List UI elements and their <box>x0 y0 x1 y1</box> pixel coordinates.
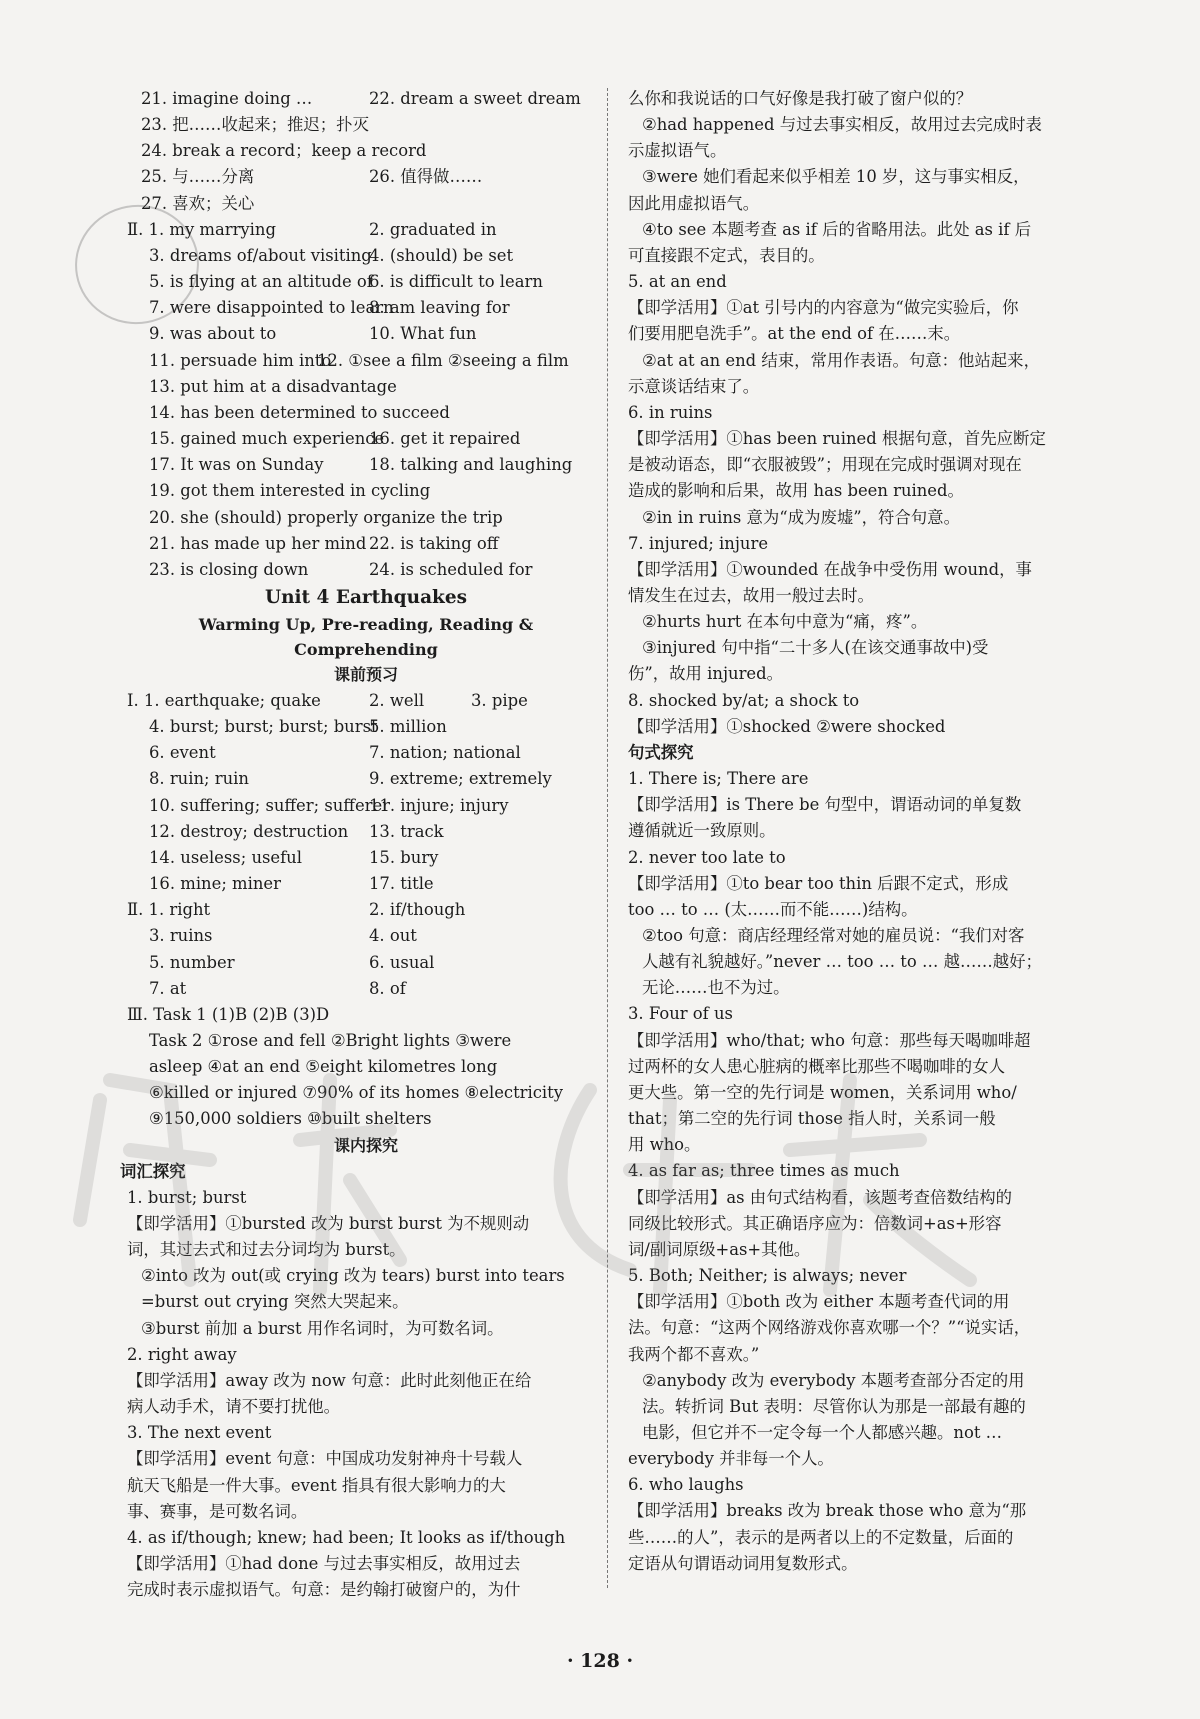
explain-line: 【即学活用】①had done 与过去事实相反，故用过去 <box>127 1553 521 1573</box>
answer-row: 16. mine; miner 17. title <box>149 874 434 894</box>
task-block <box>127 1002 605 1133</box>
explain-line: 病人动手术，请不要打扰他。 <box>127 1397 341 1417</box>
answer-row: 5. number 6. usual <box>149 952 435 972</box>
explain-line: ②too 句意：商店经理经常对她的雇员说：“我们对客 <box>642 926 1025 945</box>
explain-line: 们要用肥皂洗手”。at the end of 在……末。 <box>628 324 961 344</box>
explain-line: 【即学活用】①shocked ②were shocked <box>628 716 946 736</box>
explain-line: 5. Both; Neither; is always; never <box>628 1266 907 1286</box>
answer-row: 21. imagine doing … 22. dream a sweet dream <box>141 89 581 108</box>
answer-row: 10. suffering; suffer; sufferer 11. injure; injury <box>149 795 509 815</box>
left-column <box>120 86 605 1603</box>
unit-subtitle: Warming Up, Pre-reading, Reading & Comprehending <box>198 614 534 659</box>
answer-row: 13. put him at a disadvantage <box>149 376 397 396</box>
explain-line: ③burst 前加 a burst 用作名词时，为可数名词。 <box>141 1318 504 1338</box>
explain-line: 情发生在过去，故用一般过去时。 <box>628 585 874 605</box>
explain-line: 【即学活用】who/that; who 句意：那些每天喝咖啡超 <box>628 1030 1031 1050</box>
explain-line: 过两杯的女人患心脏病的概率比那些不喝咖啡的女人 <box>628 1056 1005 1076</box>
explain-line: ③injured 句中指“二十多人(在该交通事故中)受 <box>642 638 989 658</box>
explain-line: 【即学活用】event 句意：中国成功发射神舟十号载人 <box>127 1449 523 1469</box>
explain-line: ④to see 本题考查 as if 后的省略用法。此处 as if 后 <box>642 219 1032 239</box>
explain-line: ③were 她们看起来似乎相差 10 岁，这与事实相反， <box>642 167 1030 187</box>
unit-title: Unit 4 Earthquakes <box>264 586 468 608</box>
answer-row: 17. It was on Sunday 18. talking and laughing <box>149 455 573 475</box>
explain-line: 造成的影响和后果，故用 has been ruined。 <box>628 481 964 501</box>
answer-row: 12. destroy; destruction 13. track <box>149 821 444 841</box>
explain-line: 示意谈话结束了。 <box>628 376 760 396</box>
explain-line: 6. who laughs <box>628 1475 744 1495</box>
explain-line: 【即学活用】①to bear too thin 后跟不定式，形成 <box>628 873 1009 893</box>
answer-row: 14. useless; useful 15. bury <box>149 847 439 867</box>
explain-line: 【即学活用】as 由句式结构看，该题考查倍数结构的 <box>628 1187 1012 1207</box>
explain-line: 电影，但它并不一定令每一个人都感兴趣。not … <box>642 1422 1003 1442</box>
answer-row: 6. event 7. nation; national <box>149 743 521 763</box>
answer-row: 20. she (should) properly organize the trip <box>149 507 503 527</box>
explain-line: 7. injured; injure <box>628 533 769 553</box>
explain-line: 么你和我说话的口气好像是我打破了窗户似的？ <box>628 89 973 108</box>
task-line: ⑨150,000 soldiers ⑩built shelters <box>149 1109 432 1129</box>
answer-row: 3. dreams of/about visiting 4. (should) be set <box>149 245 514 265</box>
explore-section-title: 课内探究 <box>333 1135 398 1155</box>
answer-row: 25. 与……分离 26. 值得做…… <box>141 167 483 187</box>
task-line: ⑥killed or injured ⑦90% of its homes ⑧electricity <box>149 1083 564 1103</box>
answer-row: 3. ruins 4. out <box>149 926 417 946</box>
vocab-heading: 词汇探究 <box>120 1161 186 1181</box>
explain-line: ②in in ruins 意为“成为废墟”，符合句意。 <box>642 507 960 527</box>
explain-line: ②anybody 改为 everybody 本题考查部分否定的用 <box>642 1370 1025 1390</box>
task-line: asleep ④at an end ⑤eight kilometres long <box>149 1057 498 1077</box>
task-line: Ⅲ. Task 1 (1)B (2)B (3)D <box>127 1004 330 1024</box>
answer-row: 5. is flying at an altitude of 6. is difficult to learn <box>149 272 543 292</box>
right-column <box>628 86 1088 1577</box>
answer-row: 7. were disappointed to learn 8. am leaving for <box>149 298 510 318</box>
page-number: · 128 · <box>566 1650 634 1672</box>
explain-line: 【即学活用】①wounded 在战争中受伤用 wound，事 <box>628 559 1032 579</box>
explain-line: 3. Four of us <box>628 1004 733 1024</box>
explain-line: 【即学活用】①has been ruined 根据句意，首先应断定 <box>628 429 1046 449</box>
preview-section-title: 课前预习 <box>333 664 398 684</box>
explain-line: 【即学活用】①at 引号内的内容意为“做完实验后，你 <box>628 298 1019 318</box>
explain-line: 遵循就近一致原则。 <box>628 821 776 841</box>
explain-line: 4. as if/though; knew; had been; It looks as if/though <box>127 1527 566 1547</box>
answer-row: 8. ruin; ruin 9. extreme; extremely <box>149 769 552 789</box>
explain-line: 我两个都不喜欢。” <box>628 1344 760 1364</box>
explain-line: 3. The next event <box>127 1423 272 1443</box>
explain-line: 法。转折词 But 表明：尽管你认为那是一部最有趣的 <box>642 1396 1026 1416</box>
explain-line: 1. There is; There are <box>628 769 809 789</box>
explain-line: 人越有礼貌越好。”never … too … to … 越……越好； <box>642 952 1042 972</box>
explain-line: everybody 并非每一个人。 <box>628 1449 834 1469</box>
answer-row: 23. is closing down 24. is scheduled for <box>149 559 533 579</box>
task-line: Task 2 ①rose and fell ②Bright lights ③were <box>149 1031 512 1050</box>
explain-line: 用 who。 <box>628 1135 701 1155</box>
answer-row: Ⅱ. 1. my marrying 2. graduated in <box>127 219 497 239</box>
explain-line: 些……的人”，表示的是两者以上的不定数量，后面的 <box>628 1527 1014 1547</box>
explain-line: 因此用虚拟语气。 <box>628 193 760 213</box>
explain-line: 伤”，故用 injured。 <box>628 664 784 684</box>
top-answer-block <box>127 86 605 217</box>
answer-row: 14. has been determined to succeed <box>149 402 450 422</box>
answer-row: 9. was about to 10. What fun <box>149 324 477 344</box>
explain-line: 【即学活用】away 改为 now 句意：此时此刻他正在给 <box>127 1370 532 1390</box>
answer-row: 21. has made up her mind 22. is taking off <box>149 533 499 553</box>
answer-row: 7. at 8. of <box>149 978 406 998</box>
explain-line: 同级比较形式。其正确语序应为：倍数词+as+形容 <box>628 1213 1002 1233</box>
explain-line: ②had happened 与过去事实相反，故用过去完成时表 <box>642 115 1042 135</box>
explain-line: 【即学活用】①both 改为 either 本题考查代词的用 <box>628 1292 1010 1312</box>
explain-line: 无论……也不为过。 <box>642 978 790 998</box>
explain-line: 5. at an end <box>628 272 727 292</box>
explain-line: =burst out crying 突然大哭起来。 <box>141 1292 409 1312</box>
answer-row: Ⅱ. 1. right 2. if/though <box>127 900 466 920</box>
explain-line: 6. in ruins <box>628 402 713 422</box>
explain-line: 定语从句谓语动词用复数形式。 <box>628 1553 858 1573</box>
answer-row: 23. 把……收起来；推迟；扑灭 <box>141 115 369 135</box>
explain-line: too … to … (太……而不能……)结构。 <box>628 899 918 919</box>
explain-line: ②at at an end 结束，常用作表语。句意：他站起来， <box>642 350 1040 370</box>
explain-line: 事、赛事，是可数名词。 <box>127 1501 308 1521</box>
explain-line: 1. burst; burst <box>127 1187 247 1207</box>
explain-line: ②into 改为 out(或 crying 改为 tears) burst into tears <box>141 1266 565 1286</box>
answer-row: 4. burst; burst; burst; burst 5. million <box>149 717 447 737</box>
explain-line: 法。句意：“这两个网络游戏你喜欢哪一个？”“说实话， <box>628 1318 1031 1338</box>
explain-line: 示虚拟语气。 <box>628 141 727 161</box>
explain-line: 可直接跟不定式，表目的。 <box>628 245 825 265</box>
sentence-section-heading: 句式探究 <box>628 742 694 762</box>
explain-line: 【即学活用】is There be 句型中，谓语动词的单复数 <box>628 795 1022 815</box>
explain-line: 词，其过去式和过去分词均为 burst。 <box>127 1240 406 1260</box>
explain-line: 是被动语态，即“衣服被毁”；用现在完成时强调对现在 <box>628 455 1022 475</box>
answer-row: 19. got them interested in cycling <box>149 481 431 501</box>
explain-line: 2. never too late to <box>628 847 786 867</box>
explain-line: 2. right away <box>127 1344 237 1364</box>
column-divider <box>607 88 608 1588</box>
explain-line: 航天飞船是一件大事。event 指具有很大影响力的大 <box>127 1475 506 1495</box>
section-2-block <box>127 217 605 583</box>
explain-line: 8. shocked by/at; a shock to <box>628 690 860 710</box>
explore-block <box>127 1185 605 1604</box>
explain-line: 4. as far as; three times as much <box>628 1161 900 1181</box>
answer-row: Ⅰ. 1. earthquake; quake 2. well 3. pipe <box>127 690 528 710</box>
explain-line: 更大些。第一空的先行词是 women，关系词用 who/ <box>628 1082 1017 1102</box>
explain-line: 【即学活用】①bursted 改为 burst burst 为不规则动 <box>127 1213 530 1233</box>
explain-line: 【即学活用】breaks 改为 break those who 意为“那 <box>628 1501 1027 1521</box>
explain-line: ②hurts hurt 在本句中意为“痛，疼”。 <box>642 612 928 632</box>
explain-line: 完成时表示虚拟语气。句意：是约翰打破窗户的，为什 <box>127 1580 521 1600</box>
answer-row: 24. break a record；keep a record <box>141 141 427 161</box>
answer-row: 11. persuade him into 12. ①see a film ②seeing a film <box>149 350 569 370</box>
explain-line: 词/副词原级+as+其他。 <box>628 1239 811 1259</box>
preview-block <box>127 688 605 1002</box>
explain-line: that；第二空的先行词 those 指人时，关系词一般 <box>628 1109 996 1129</box>
answer-row: 27. 喜欢；关心 <box>141 193 255 213</box>
answer-row: 15. gained much experience 16. get it repaired <box>149 429 521 449</box>
